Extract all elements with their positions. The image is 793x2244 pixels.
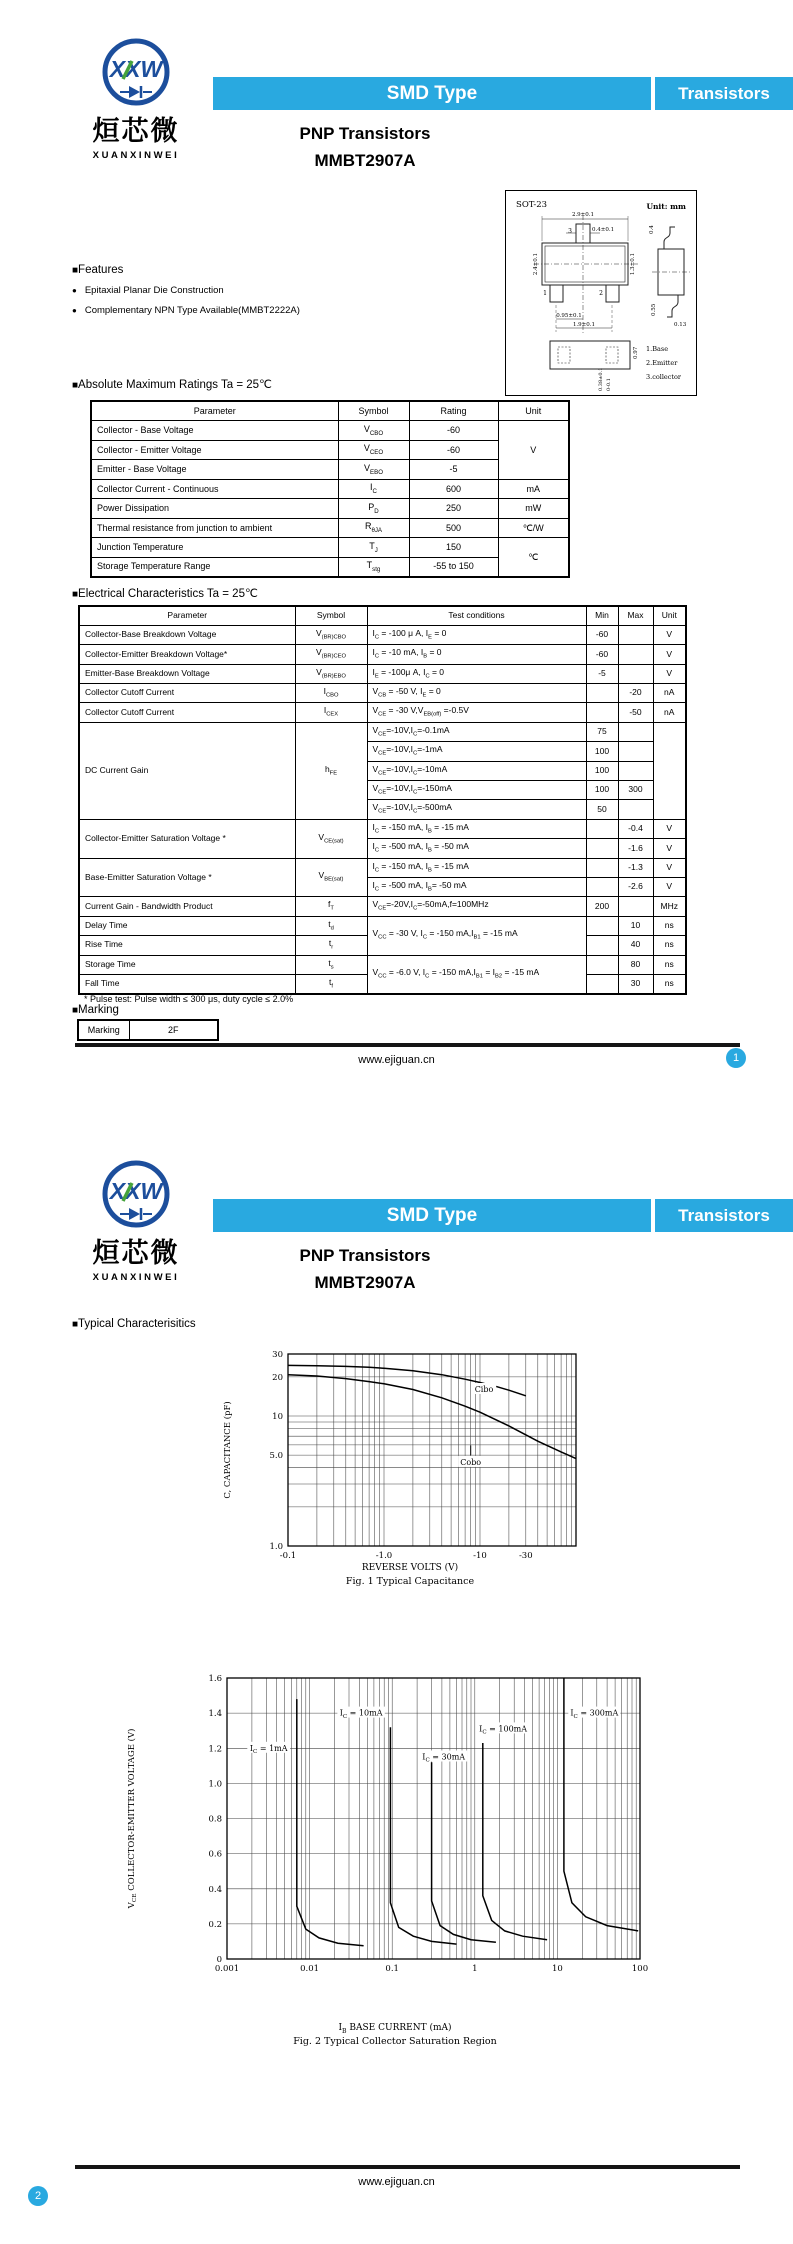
pin-label-collector: 3.collector [646, 373, 682, 381]
table-cell: -5 [586, 664, 618, 683]
table-cell: $t_s$ [295, 955, 367, 974]
table-cell [618, 722, 653, 741]
table-row [79, 625, 686, 644]
part-number: MMBT2907A [314, 151, 416, 170]
document-title [213, 1246, 517, 1293]
y-tick-labels [208, 1674, 222, 1965]
table-cell: 200 [586, 897, 618, 916]
marking-table [77, 1019, 219, 1041]
table-cell: 100 [586, 742, 618, 761]
svg-text:0.1: 0.1 [385, 1964, 399, 1974]
svg-text:0.01: 0.01 [300, 1964, 320, 1974]
table-cell: 250 [409, 499, 498, 519]
table-cell: Min [586, 606, 618, 625]
table-cell: Unit [653, 606, 686, 625]
svg-text:0.2: 0.2 [208, 1919, 222, 1930]
table-row [79, 819, 686, 838]
svg-text:20: 20 [272, 1372, 283, 1383]
table-cell: $V_{BE(sat)}$ [295, 858, 367, 897]
table-cell: nA [653, 703, 686, 722]
logo-letters: XXW [109, 1178, 163, 1204]
series-label: Cibo [474, 1385, 494, 1394]
table-cell: 40 [618, 936, 653, 955]
brand-name-cn: 烜芯微 [92, 1238, 180, 1269]
x-tick-labels [215, 1964, 648, 1974]
fig2-caption: Fig. 2 Typical Collector Saturation Region [293, 2036, 497, 2047]
pulse-test-footnote: * Pulse test: Pulse width ≤ 300 μs, duty cycle ≤ 2.0% [84, 994, 294, 1004]
brand-logo-icon [80, 1158, 192, 1232]
table-cell [586, 936, 618, 955]
table-row [91, 421, 569, 441]
table-cell: $R_{\theta JA}$ [338, 518, 409, 538]
table-cell: Current Gain - Bandwidth Product [79, 897, 295, 916]
svg-text:0: 0 [216, 1955, 222, 1965]
table-cell [618, 742, 653, 761]
table-cell: MHz [653, 897, 686, 916]
series-label: $I_C = 1mA$ [249, 1743, 288, 1755]
table-cell: $V_{CEO}$ [338, 440, 409, 460]
table-row [79, 645, 686, 664]
table-cell: 600 [409, 479, 498, 499]
table-cell: Emitter - Base Voltage [91, 460, 338, 480]
footer-rule [75, 1043, 740, 1047]
table-cell: $V_{CE}=-10V,I_C=-10mA$ [367, 761, 586, 780]
table-cell: $I_C = -10$ mA, $I_B = 0$ [367, 645, 586, 664]
footer-url: www.ejiguan.cn [358, 1054, 435, 1066]
features-list [72, 285, 502, 316]
table-cell: $T_J$ [338, 538, 409, 558]
svg-text:1.0: 1.0 [269, 1542, 283, 1552]
table-cell: $f_T$ [295, 897, 367, 916]
fig2-x-axis-label: $I_B$ BASE CURRENT (mA) [338, 2023, 452, 2035]
table-cell: Fall Time [79, 974, 295, 993]
table-cell: Delay Time [79, 916, 295, 935]
table-cell [618, 625, 653, 644]
table-row [91, 499, 569, 519]
table-cell: -60 [409, 440, 498, 460]
svg-text:-10: -10 [473, 1551, 487, 1561]
table-cell: ns [653, 916, 686, 935]
brand-logo-icon [80, 36, 192, 110]
dim-pitch-2: 1.9±0.1 [572, 322, 596, 328]
table-cell: -60 [409, 421, 498, 441]
table-cell: -0.4 [618, 819, 653, 838]
table-row [79, 703, 686, 722]
dim-standoff: 0.55 [651, 303, 657, 316]
table-row [79, 858, 686, 877]
datasheet-page-2 [0, 1122, 793, 2244]
table-cell: -2.6 [618, 877, 653, 896]
table-cell: -55 to 150 [409, 557, 498, 577]
table-cell: Collector Cutoff Current [79, 684, 295, 703]
table-cell: $I_C = -150$ mA, $I_B = -15$ mA [367, 819, 586, 838]
svg-text:0.001: 0.001 [214, 1964, 240, 1974]
table-cell: mA [498, 479, 569, 499]
table-cell: -5 [409, 460, 498, 480]
svg-text:-0.1: -0.1 [279, 1551, 297, 1561]
table-cell: $T_{stg}$ [338, 557, 409, 577]
table-cell: $t_f$ [295, 974, 367, 993]
svg-text:1: 1 [472, 1964, 478, 1974]
table-cell: $V_{CC} = -6.0$ V, $I_C = -150$ $mA,I_{B1} = I_{B2} = -15$ mA [367, 955, 586, 994]
device-type: PNP Transistors [299, 124, 431, 143]
dim-pin-width: 0.4±0.1 [592, 227, 615, 233]
table-cell: Collector-Base Breakdown Voltage [79, 625, 295, 644]
table-cell: ns [653, 955, 686, 974]
brand-logo [80, 1158, 192, 1284]
typical-characteristics-heading: ■ Typical Characterisitics [72, 1318, 196, 1330]
table-cell: Base-Emitter Saturation Voltage * [79, 858, 295, 897]
table-cell: V [653, 625, 686, 644]
header-banner [213, 1199, 793, 1232]
dim-bottom-height: 0.97 [633, 346, 639, 359]
feature-item: ● Complementary NPN Type Available(MMBT2222A) [72, 305, 502, 316]
table-cell: V [653, 877, 686, 896]
y-axis-label: C, CAPACITANCE (pF) [223, 1401, 233, 1499]
table-cell [586, 916, 618, 935]
table-cell: Max [618, 606, 653, 625]
page-number-badge: 2 [28, 2186, 48, 2206]
table-row [91, 557, 569, 577]
marking-label: Marking [78, 1020, 129, 1040]
table-cell: Junction Temperature [91, 538, 338, 558]
table-cell: $V_{CE}=-10V,I_C=-0.1mA$ [367, 722, 586, 741]
fig1-caption: Fig. 1 Typical Capacitance [345, 1576, 475, 1587]
table-cell: Storage Time [79, 955, 295, 974]
footer-rule [75, 2165, 740, 2169]
table-cell: Collector-Emitter Breakdown Voltage* [79, 645, 295, 664]
y-axis-label: $V_{CE}$ COLLECTOR-EMITTER VOLTAGE (V) [127, 1728, 139, 1909]
dim-pitch-1: 0.95±0.1 [556, 313, 582, 319]
table-cell: 10 [618, 916, 653, 935]
table-cell: 100 [586, 761, 618, 780]
marking-value: 2F [129, 1020, 218, 1040]
table-cell: $V_{CE}=-20V,I_C=-50mA,f=100MHz$ [367, 897, 586, 916]
table-row [78, 1020, 218, 1040]
table-cell: 100 [586, 781, 618, 800]
table-cell: V [653, 858, 686, 877]
table-cell: V [653, 664, 686, 683]
table-cell [653, 722, 686, 819]
table-cell: $V_{CBO}$ [338, 421, 409, 441]
series-line [297, 1699, 364, 1946]
banner-transistors: Transistors [655, 1199, 793, 1232]
absolute-maximum-ratings-table [90, 400, 570, 578]
table-cell: Power Dissipation [91, 499, 338, 519]
table-cell [618, 761, 653, 780]
series-label: Cobo [460, 1457, 482, 1467]
table-cell: $V_{(BR)CBO}$ [295, 625, 367, 644]
logo-letters: XXW [109, 56, 163, 82]
table-cell: $t_r$ [295, 936, 367, 955]
table-cell: Emitter-Base Breakdown Voltage [79, 664, 295, 683]
pin-number-1: 1 [543, 290, 547, 297]
table-cell: $V_{(BR)CEO}$ [295, 645, 367, 664]
pin-number-2: 2 [599, 290, 603, 297]
table-cell: ns [653, 974, 686, 993]
table-cell: Storage Temperature Range [91, 557, 338, 577]
table-cell: $h_{FE}$ [295, 722, 367, 819]
table-cell: V [498, 421, 569, 480]
dim-body-width: 2.9±0.1 [571, 212, 595, 218]
package-drawing [505, 190, 697, 396]
footer-url: www.ejiguan.cn [358, 2176, 435, 2188]
table-cell [586, 684, 618, 703]
brand-name-en: XUANXINWEI [92, 1272, 180, 1283]
table-cell: $I_C = -500$ mA, $I_B= -50$ mA [367, 877, 586, 896]
table-cell: $I_C = -100$ μ A, $I_E = 0$ [367, 625, 586, 644]
sot23-outline-drawing [506, 191, 696, 395]
table-row [91, 440, 569, 460]
series-label: $I_C = 300mA$ [570, 1708, 619, 1720]
table-header-row [91, 401, 569, 421]
svg-text:30: 30 [272, 1350, 283, 1360]
table-row [91, 460, 569, 480]
table-cell: V [653, 645, 686, 664]
table-cell: ℃/W [498, 518, 569, 538]
part-number: MMBT2907A [314, 1273, 416, 1292]
header-banner [213, 77, 793, 110]
features-section [72, 264, 502, 316]
package-unit: Unit: mm [646, 202, 686, 211]
table-cell [586, 703, 618, 722]
table-cell: $I_E = -100\mu$ A, $I_C = 0$ [367, 664, 586, 683]
dim-body-height: 1.3±0.1 [630, 252, 636, 276]
grid [227, 1678, 640, 1959]
series-label: $I_C = 30mA$ [422, 1752, 466, 1764]
pin-number-3: 3 [568, 228, 572, 235]
table-cell: -50 [618, 703, 653, 722]
table-cell [586, 839, 618, 858]
table-cell: $V_{(BR)EBO}$ [295, 664, 367, 683]
electrical-characteristics-heading: ■ Electrical Characteristics Ta = 25℃ [72, 586, 258, 600]
y-tick-labels [269, 1350, 283, 1552]
capacitance-chart [200, 1342, 620, 1564]
banner-smd-type: SMD Type [213, 1199, 651, 1232]
table-row [79, 664, 686, 683]
table-cell: Collector Cutoff Current [79, 703, 295, 722]
table-row [79, 955, 686, 974]
table-cell: Parameter [79, 606, 295, 625]
table-row [79, 722, 686, 741]
collector-saturation-chart [112, 1662, 678, 1984]
table-cell: 50 [586, 800, 618, 819]
table-cell: Thermal resistance from junction to ambient [91, 518, 338, 538]
table-cell: -20 [618, 684, 653, 703]
table-cell: 80 [618, 955, 653, 974]
svg-text:10: 10 [551, 1964, 563, 1974]
series-line [288, 1375, 576, 1459]
table-cell: $V_{CC} = -30$ V, $I_C = -150$ $mA,I_{B1} = -15$ mA [367, 916, 586, 955]
table-cell: $I_C$ [338, 479, 409, 499]
table-cell: $t_d$ [295, 916, 367, 935]
table-cell: Rise Time [79, 936, 295, 955]
svg-text:-1.0: -1.0 [375, 1551, 393, 1561]
plot-border [288, 1354, 576, 1546]
page-number-badge: 1 [726, 1048, 746, 1068]
svg-text:5.0: 5.0 [269, 1451, 283, 1462]
brand-logo [80, 36, 192, 162]
dim-pad: 0.38±0.1 [598, 367, 604, 391]
table-cell: DC Current Gain [79, 722, 295, 819]
table-cell: V [653, 819, 686, 838]
table-cell: $V_{CE} = -30$ $V,V_{EB(off)} =-0.5V$ [367, 703, 586, 722]
feature-item: ● Epitaxial Planar Die Construction [72, 285, 502, 296]
marking-heading: ■ Marking [72, 1004, 119, 1016]
table-cell: $V_{CE}=-10V,I_C=-1mA$ [367, 742, 586, 761]
dim-total-height: 2.4±0.1 [533, 252, 539, 276]
table-row [79, 916, 686, 935]
banner-smd-type: SMD Type [213, 77, 651, 110]
document-title [213, 124, 517, 171]
svg-text:0.6: 0.6 [208, 1849, 222, 1860]
package-name: SOT-23 [516, 200, 548, 210]
table-row [91, 479, 569, 499]
table-cell [618, 645, 653, 664]
table-cell: 300 [618, 781, 653, 800]
table-cell: Unit [498, 401, 569, 421]
table-cell: ns [653, 936, 686, 955]
svg-text:100: 100 [631, 1964, 649, 1974]
table-cell: Symbol [295, 606, 367, 625]
table-cell: $V_{CE}=-10V,I_C=-500mA$ [367, 800, 586, 819]
fig1-x-axis-label: REVERSE VOLTS (V) [361, 1563, 459, 1573]
table-cell: -60 [586, 625, 618, 644]
table-cell: $I_C = -500$ mA, $I_B = -50$ mA [367, 839, 586, 858]
svg-text:-30: -30 [518, 1551, 533, 1561]
table-row [91, 518, 569, 538]
table-cell [586, 819, 618, 838]
table-cell [586, 955, 618, 974]
device-type: PNP Transistors [299, 1246, 431, 1265]
banner-transistors: Transistors [655, 77, 793, 110]
table-header-row [79, 606, 686, 625]
electrical-characteristics-table [78, 605, 687, 995]
table-cell: $V_{EBO}$ [338, 460, 409, 480]
table-cell: -60 [586, 645, 618, 664]
brand-name-cn: 烜芯微 [92, 116, 180, 147]
series-line [432, 1762, 496, 1942]
svg-text:0.8: 0.8 [208, 1814, 222, 1825]
table-cell [586, 877, 618, 896]
table-cell: 150 [409, 538, 498, 558]
table-row [91, 538, 569, 558]
dim-gap: 0-0.1 [606, 378, 612, 391]
table-cell: Test conditions [367, 606, 586, 625]
dim-lead-top: 0.4 [649, 225, 655, 234]
table-cell: Collector - Emitter Voltage [91, 440, 338, 460]
grid [288, 1354, 576, 1546]
table-cell: Parameter [91, 401, 338, 421]
table-cell: $I_{CBO}$ [295, 684, 367, 703]
svg-text:1.4: 1.4 [208, 1709, 222, 1720]
x-tick-labels [280, 1551, 533, 1561]
table-row [79, 897, 686, 916]
table-cell: 500 [409, 518, 498, 538]
table-cell [618, 664, 653, 683]
series-label: $I_C = 100mA$ [479, 1724, 528, 1736]
table-cell: $V_{CE}=-10V,I_C=-150mA$ [367, 781, 586, 800]
table-cell: $P_D$ [338, 499, 409, 519]
abs-max-heading: ■ Absolute Maximum Ratings Ta = 25℃ [72, 377, 272, 391]
table-cell [618, 800, 653, 819]
pin-label-emitter: 2.Emitter [646, 359, 678, 367]
table-cell: -1.6 [618, 839, 653, 858]
table-cell: $I_C = -150$ mA, $I_B = -15$ mA [367, 858, 586, 877]
series-label: $I_C = 10mA$ [339, 1708, 383, 1720]
svg-text:1.0: 1.0 [208, 1779, 222, 1790]
svg-text:1.2: 1.2 [208, 1744, 222, 1755]
table-cell: 30 [618, 974, 653, 993]
table-cell: Collector - Base Voltage [91, 421, 338, 441]
table-cell: nA [653, 684, 686, 703]
brand-name-en: XUANXINWEI [92, 150, 180, 161]
table-cell: -1.3 [618, 858, 653, 877]
table-cell: $I_{CEX}$ [295, 703, 367, 722]
table-cell: Rating [409, 401, 498, 421]
features-heading: ■ Features [72, 264, 502, 276]
table-cell: $V_{CE(sat)}$ [295, 819, 367, 858]
table-cell: Collector Current - Continuous [91, 479, 338, 499]
svg-text:1.6: 1.6 [208, 1674, 222, 1684]
dim-lead-thickness: 0.13 [674, 322, 687, 328]
pin-label-base: 1.Base [646, 345, 669, 353]
table-cell: Symbol [338, 401, 409, 421]
table-cell [618, 897, 653, 916]
table-cell: Collector-Emitter Saturation Voltage * [79, 819, 295, 858]
table-row [79, 684, 686, 703]
table-cell: ℃ [498, 538, 569, 577]
table-cell [586, 858, 618, 877]
table-cell: $V_{CB} = -50$ V, $I_E = 0$ [367, 684, 586, 703]
svg-text:0.4: 0.4 [208, 1884, 222, 1895]
table-cell: 75 [586, 722, 618, 741]
series-line [483, 1743, 547, 1940]
svg-text:10: 10 [272, 1412, 283, 1422]
table-cell [586, 974, 618, 993]
table-cell: V [653, 839, 686, 858]
table-cell: mW [498, 499, 569, 519]
